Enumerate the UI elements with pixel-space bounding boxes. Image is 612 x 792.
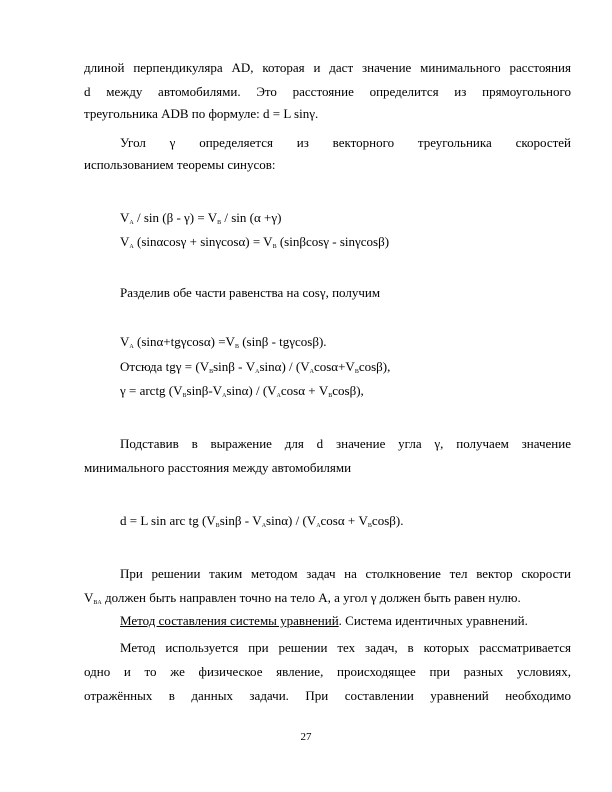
text-line: использованием теоремы синусов: bbox=[84, 157, 276, 172]
text-line: длиной перпендикуляра AD, которая и даст значение минимального расстояния bbox=[84, 60, 571, 75]
text-line: При решении таким методом задач на столкновение тел вектор скорости bbox=[120, 566, 571, 581]
text-line: Метод составления системы уравнений. Система идентичных уравнений. bbox=[120, 613, 528, 628]
method-title: Метод составления системы уравнений bbox=[120, 613, 339, 628]
text-line: Метод используется при решении тех задач, в которых рассматривается bbox=[120, 640, 571, 655]
text-line: d между автомобилями. Это расстояние определится из прямоугольного bbox=[84, 84, 571, 99]
text-line: отражённых в данных задачи. При составлении уравнений необходимо bbox=[84, 688, 571, 703]
equation-line: Отсюда $tg\gamma = (V_B\sin\beta - V_A\sin\alpha) / (V_A\cos\alpha+V_B\cos\beta)$, bbox=[120, 359, 391, 375]
page-number: 27 bbox=[300, 731, 312, 743]
text-line: треугольника ADB по формуле: d = L sinγ. bbox=[84, 106, 319, 121]
equation-line: $V_A$ $(\sin\alpha\cos\gamma + \sin\gamma\cos\alpha) = V_B$ (sinβcosγ - sinγcosβ) bbox=[120, 234, 390, 250]
equation-line: $V_A$ $(\sin\alpha+tg\gamma\cos\alpha) =V_B$ (sinβ - tgγcosβ). bbox=[120, 334, 327, 350]
text-line: $V_{BA}$ должен быть направлен точно на тело А, а угол γ должен быть равен нулю. bbox=[84, 590, 521, 606]
text-line: Угол γ определяется из векторного треугольника скоростей bbox=[120, 135, 571, 150]
text-line: минимального расстояния между автомобилями bbox=[84, 460, 352, 475]
text-line: одно и то же физическое явление, происходящее при разных условиях, bbox=[84, 664, 571, 679]
text-line: Разделив обе части равенства на cosγ, получим bbox=[120, 285, 381, 300]
equation-line: d = L sin arc tg $(V_B\sin\beta - V_A\sin\alpha) / (V_A\cos\alpha + V_B\cos\beta)$. bbox=[120, 513, 404, 529]
equation-line: γ = arctg $(V_B\sin\beta-V_A\sin\alpha) / (V_A\cos\alpha + V_B\cos\beta)$, bbox=[120, 383, 364, 399]
text-line: Подставив в выражение для d значение угла γ, получаем значение bbox=[120, 436, 571, 451]
equation-line: $V_A / \sin (\beta - \gamma) = V_B / \sin (\alpha +\gamma)$ bbox=[120, 210, 282, 226]
